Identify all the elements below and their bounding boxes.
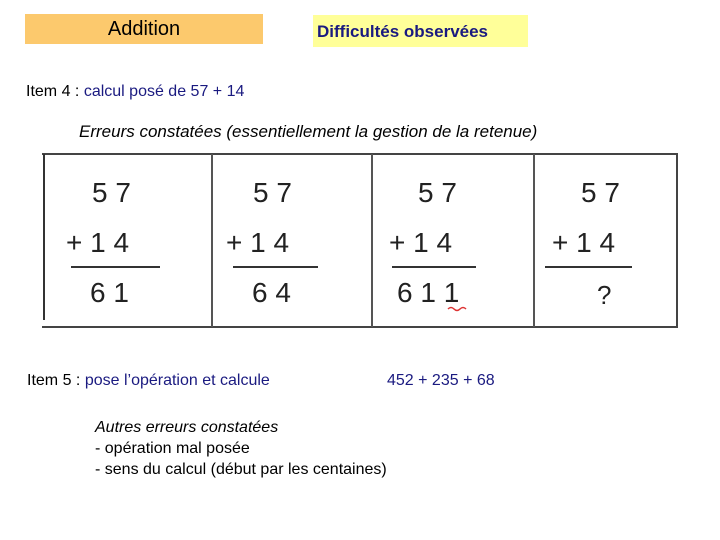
item4-label: Item 4 : <box>26 83 80 100</box>
subtitle-box <box>313 15 528 47</box>
item4-line <box>26 83 244 101</box>
op4-mid: + 1 4 <box>552 227 616 258</box>
op1-mid: + 1 4 <box>66 227 130 258</box>
notes-line-2: - sens du calcul (début par les centaines) <box>95 461 387 478</box>
page-subtitle: Difficultés observées <box>317 22 489 41</box>
notes-line-1: - opération mal posée <box>95 440 250 457</box>
op4-result: ? <box>597 280 612 310</box>
operations-image <box>40 152 680 330</box>
item4-task: calcul posé de 57 + 14 <box>83 83 245 100</box>
errors-caption: Erreurs constatées (essentiellement la gestion de la retenue) <box>79 122 538 141</box>
op2-top: 5 7 <box>253 177 292 208</box>
op3-top: 5 7 <box>418 177 457 208</box>
op1-top: 5 7 <box>92 177 131 208</box>
page-title: Addition <box>107 18 181 40</box>
item5-label: Item 5 : <box>27 372 81 389</box>
item5-expression: 452 + 235 + 68 <box>387 372 495 389</box>
op3-mid: + 1 4 <box>389 227 453 258</box>
op4-top: 5 7 <box>581 177 620 208</box>
item5-task: pose l’opération et calcule <box>84 372 270 389</box>
op2-result: 6 4 <box>252 277 291 308</box>
notes-block <box>95 417 387 480</box>
op3-result: 6 1 1 <box>397 277 460 308</box>
notes-heading: Autres erreurs constatées <box>95 419 279 436</box>
operations-panel <box>40 152 680 330</box>
item5-line <box>27 372 270 390</box>
op1-result: 6 1 <box>90 277 129 308</box>
op2-mid: + 1 4 <box>226 227 290 258</box>
title-box <box>25 14 263 44</box>
